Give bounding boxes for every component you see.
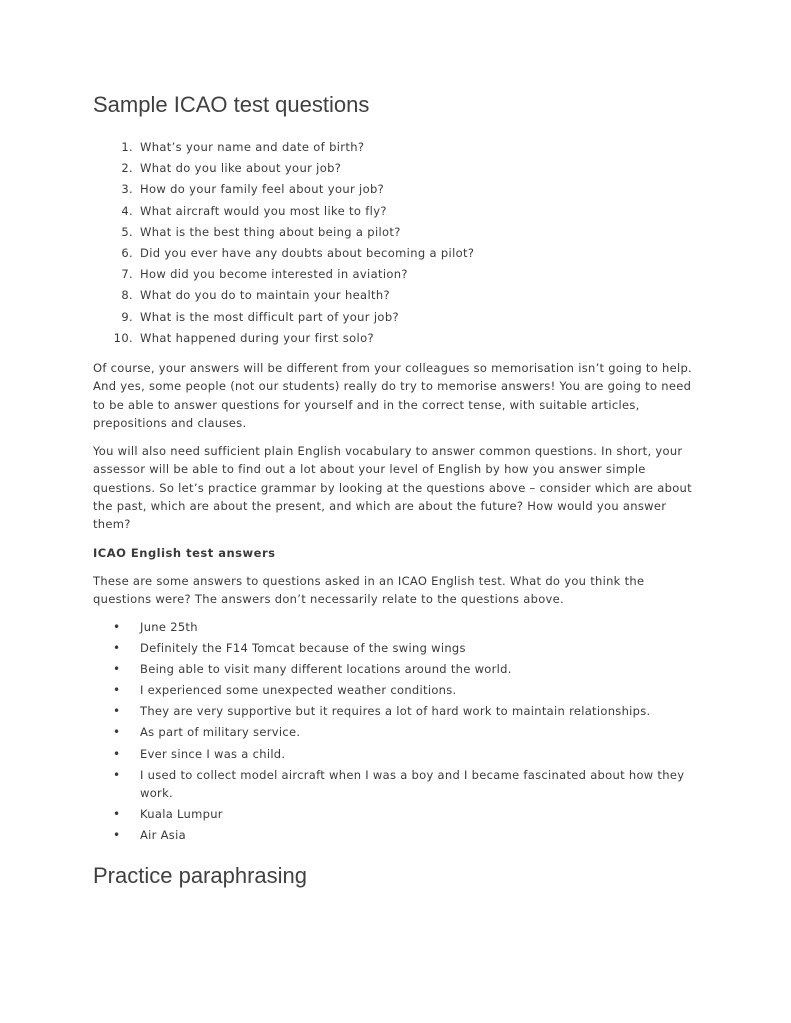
- paragraph-vocabulary: You will also need sufficient plain English vocabulary to answer common questions. In short, your assessor will be able to find out a lot about your level of English by how you answer simple questions. So let’s practice grammar by looking at the questions above – consider which are about the past, which are about the present, and which are about the future? How would you answer them?: [93, 444, 692, 532]
- question-number: 8.: [121, 288, 133, 303]
- question-text: How did you become interested in aviation?: [140, 267, 408, 282]
- answer-text: June 25th: [140, 620, 198, 634]
- question-number: 5.: [121, 224, 133, 239]
- question-item: [93, 265, 474, 286]
- answer-text: Definitely the F14 Tomcat because of the swing wings: [140, 641, 466, 656]
- question-item: [93, 159, 474, 180]
- question-item: [93, 138, 474, 159]
- question-item: [93, 286, 474, 307]
- answer-item: [93, 805, 703, 823]
- bullet-icon: •: [113, 641, 121, 656]
- bullet-icon: •: [113, 828, 121, 843]
- question-text: What’s your name and date of birth?: [140, 140, 365, 154]
- bullet-icon: •: [113, 807, 121, 822]
- answer-text: They are very supportive but it requires a lot of hard work to maintain relationships.: [140, 704, 651, 719]
- question-text: What is the most difficult part of your job?: [140, 309, 399, 324]
- question-item: [93, 223, 474, 244]
- answer-item: [93, 702, 703, 720]
- answer-item: [93, 766, 703, 803]
- bullet-icon: •: [113, 725, 121, 740]
- answer-text: Being able to visit many different locations around the world.: [140, 662, 512, 677]
- question-number: 1.: [121, 140, 133, 154]
- question-item: [93, 244, 474, 265]
- bullet-icon: •: [113, 620, 121, 634]
- answer-item: [93, 745, 703, 763]
- question-text: Did you ever have any doubts about becoming a pilot?: [140, 245, 475, 260]
- question-text: What do you like about your job?: [140, 161, 342, 176]
- question-number: 7.: [121, 267, 133, 282]
- heading-practice-paraphrasing: Practice paraphrasing: [93, 863, 308, 888]
- question-number: 2.: [121, 161, 133, 176]
- question-item: [93, 329, 474, 350]
- answer-item: [93, 660, 703, 678]
- answer-text: Ever since I was a child.: [140, 746, 286, 761]
- bullet-icon: •: [113, 746, 121, 761]
- question-item: [93, 308, 474, 329]
- question-list: [93, 138, 474, 350]
- answer-item: [93, 618, 703, 636]
- paragraph-answers-intro: These are some answers to questions asked in an ICAO English test. What do you think the questions were? The answers don’t necessarily relate to the questions above.: [93, 574, 645, 607]
- answer-text: I used to collect model aircraft when I was a boy and I became fascinated about how they work.: [140, 767, 685, 800]
- answer-list: [93, 618, 703, 847]
- question-text: What do you do to maintain your health?: [140, 288, 390, 303]
- question-number: 4.: [121, 203, 133, 218]
- bullet-icon: •: [113, 683, 121, 698]
- paragraph-memorisation: Of course, your answers will be different from your colleagues so memorisation isn’t going to help. And yes, some people (not our students) really do try to memorise answers! You are going to need to be able to answer questions for yourself and in the correct tense, with suitable articles, prepositions and clauses.: [93, 361, 692, 430]
- bullet-icon: •: [113, 662, 121, 677]
- answer-item: [93, 723, 703, 741]
- answer-item: [93, 826, 703, 844]
- question-number: 10.: [113, 330, 133, 345]
- answer-item: [93, 681, 703, 699]
- question-text: How do your family feel about your job?: [140, 182, 385, 197]
- question-item: [93, 202, 474, 223]
- question-item: [93, 180, 474, 201]
- question-number: 3.: [121, 182, 133, 197]
- answer-text: I experienced some unexpected weather conditions.: [140, 683, 457, 698]
- heading-sample-questions: Sample ICAO test questions: [93, 92, 370, 117]
- question-text: What happened during your first solo?: [140, 330, 374, 345]
- answer-text: Kuala Lumpur: [140, 807, 223, 822]
- answer-item: [93, 639, 703, 657]
- bullet-icon: •: [113, 767, 121, 782]
- question-text: What aircraft would you most like to fly?: [140, 203, 387, 218]
- question-number: 6.: [121, 245, 133, 260]
- answer-text: As part of military service.: [140, 725, 301, 740]
- question-number: 9.: [121, 309, 133, 324]
- answer-text: Air Asia: [140, 828, 186, 843]
- bullet-icon: •: [113, 704, 121, 719]
- heading-test-answers: ICAO English test answers: [93, 546, 276, 560]
- question-text: What is the best thing about being a pilot?: [140, 224, 401, 239]
